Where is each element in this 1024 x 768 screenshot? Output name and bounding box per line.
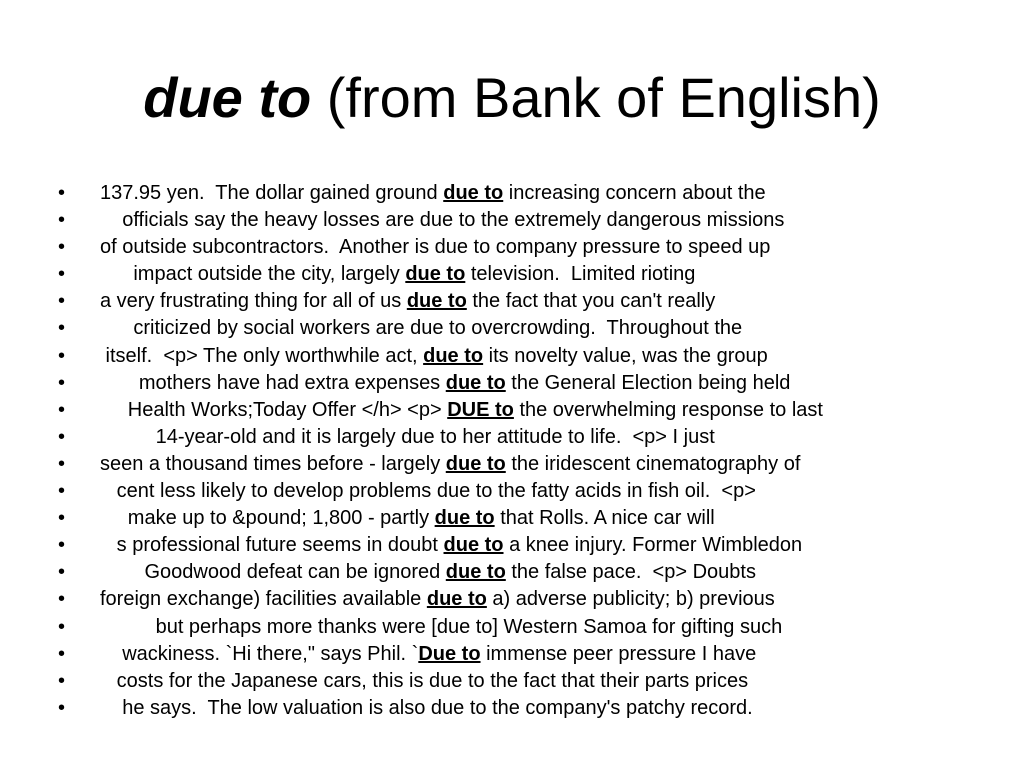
concordance-line [58,261,1008,288]
line-left-context: foreign exchange) facilities available [100,588,427,611]
line-right-context: the false pace. <p> Doubts [505,561,756,584]
bullet-icon: • [58,696,66,719]
bullet-icon: • [58,263,66,286]
line-keyword: due to [445,561,506,584]
line-text [100,424,715,451]
concordance-line [58,478,1008,505]
line-text [100,451,800,478]
concordance-line [58,315,1008,342]
line-keyword: due to [423,344,484,367]
bullet-icon: • [58,507,66,530]
line-right-context: the fact that you can't really [466,290,716,313]
line-left-context: 14-year-old and it is largely due to her attitude to life. <p> I just [100,425,715,448]
concordance-line [58,234,1008,261]
bullet-icon: • [58,534,66,557]
line-right-context: television. Limited rioting [465,263,696,286]
bullet-icon: • [58,182,66,204]
concordance-line [58,343,1008,370]
line-left-context: criticized by social workers are due to overcrowding. Throughout the [100,317,743,340]
concordance-list [58,180,1008,722]
concordance-line [58,532,1008,559]
line-left-context: officials say the heavy losses are due to the extremely dangerous missions [100,209,785,232]
line-text [100,586,775,613]
bullet-icon: • [58,425,66,448]
line-left-context: cent less likely to develop problems due to the fatty acids in fish oil. <p> [100,480,756,503]
concordance-line [58,559,1008,586]
bullet-icon: • [58,344,66,367]
concordance-line [58,614,1008,641]
bullet-icon: • [58,209,66,232]
line-left-context: s professional future seems in doubt [100,534,444,557]
bullet-icon: • [58,588,66,611]
line-left-context: Health Works;Today Offer </h> <p> [100,398,448,421]
bullet-icon: • [58,371,66,394]
bullet-icon: • [58,317,66,340]
line-keyword: due to [443,182,504,204]
line-right-context: immense peer pressure I have [480,642,757,665]
line-text [100,641,756,668]
concordance-line [58,207,1008,234]
line-text [100,505,715,532]
concordance-line [58,695,1008,722]
line-left-context: 137.95 yen. The dollar gained ground [100,182,444,204]
concordance-line [58,586,1008,613]
line-keyword: DUE to [447,398,514,421]
line-text [100,234,770,261]
line-keyword: due to [406,290,467,313]
line-left-context: mothers have had extra expenses [100,371,446,394]
concordance-line [58,397,1008,424]
bullet-icon: • [58,561,66,584]
concordance-line [58,668,1008,695]
bullet-icon: • [58,398,66,421]
line-left-context: costs for the Japanese cars, this is due to the fact that their parts prices [100,669,749,692]
line-left-context: seen a thousand times before - largely [100,452,446,475]
line-text [100,343,768,370]
line-text [100,478,756,505]
slide-title [0,62,1024,134]
line-keyword: due to [434,507,495,530]
concordance-line [58,288,1008,315]
line-text [100,397,823,424]
line-left-context: wackiness. `Hi there," says Phil. ` [100,642,419,665]
bullet-icon: • [58,290,66,313]
line-right-context: the iridescent cinematography of [505,452,801,475]
line-keyword: due to [443,534,504,557]
line-text [100,532,802,559]
concordance-line [58,370,1008,397]
line-text [100,559,756,586]
concordance-line [58,424,1008,451]
line-left-context: he says. The low valuation is also due to the company's patchy record. [100,696,753,719]
title-keyword: due to [143,66,312,129]
concordance-line [58,451,1008,478]
bullet-icon: • [58,480,66,503]
line-keyword: due to [405,263,466,286]
bullet-icon: • [58,236,66,259]
line-right-context: increasing concern about the [503,182,766,204]
line-left-context: of outside subcontractors. Another is due to company pressure to speed up [100,236,771,259]
bullet-icon: • [58,615,66,638]
line-right-context: that Rolls. A nice car will [494,507,715,530]
line-keyword: Due to [418,642,481,665]
line-right-context: its novelty value, was the group [483,344,768,367]
bullet-icon: • [58,669,66,692]
line-left-context: impact outside the city, largely [100,263,406,286]
line-keyword: due to [426,588,487,611]
line-text [100,668,748,695]
line-keyword: due to [445,452,506,475]
bullet-icon: • [58,642,66,665]
line-text [100,207,784,234]
line-text [100,180,766,207]
line-text [100,370,790,397]
line-left-context: itself. <p> The only worthwhile act, [100,344,424,367]
line-right-context: a) adverse publicity; b) previous [486,588,775,611]
line-left-context: Goodwood defeat can be ignored [100,561,446,584]
line-keyword: due to [445,371,506,394]
line-text [100,695,753,722]
line-text [100,288,715,315]
line-right-context: the overwhelming response to last [513,398,823,421]
line-left-context: make up to &pound; 1,800 - partly [100,507,435,530]
line-text [100,614,782,641]
concordance-line [58,505,1008,532]
line-left-context: but perhaps more thanks were [due to] Western Samoa for gifting such [100,615,783,638]
line-left-context: a very frustrating thing for all of us [100,290,407,313]
line-right-context: the General Election being held [505,371,791,394]
concordance-line [58,641,1008,668]
title-source: (from Bank of English) [311,66,881,129]
line-right-context: a knee injury. Former Wimbledon [503,534,803,557]
line-text [100,315,742,342]
bullet-icon: • [58,452,66,475]
concordance-line [58,180,1008,207]
line-text [100,261,695,288]
